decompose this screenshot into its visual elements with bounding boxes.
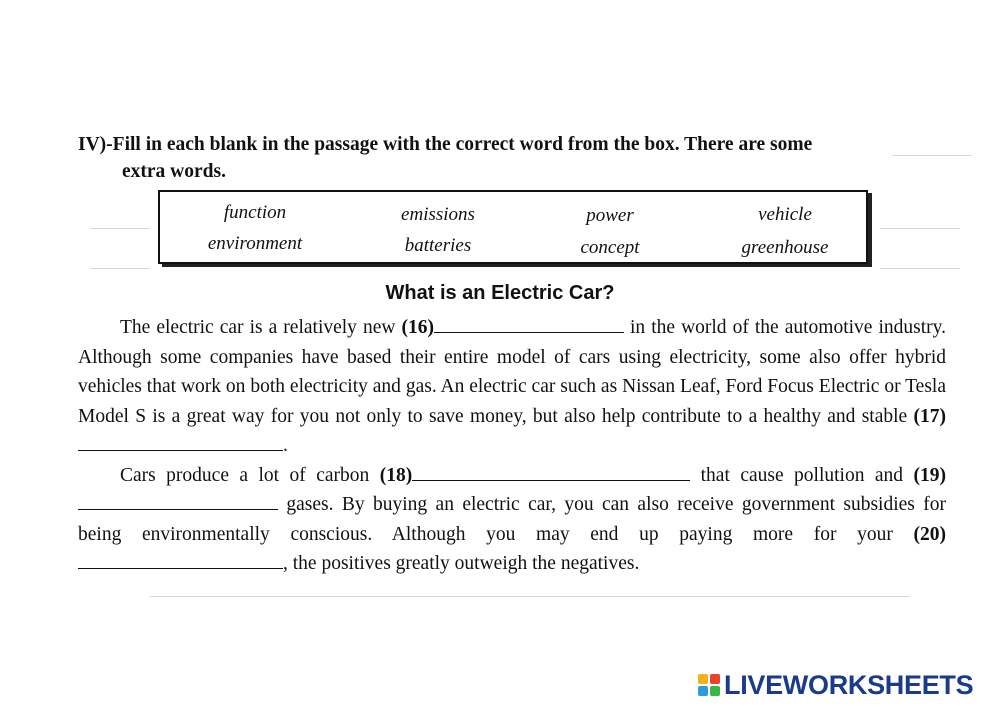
word-option: vehicle — [758, 204, 812, 225]
word-option: concept — [580, 237, 640, 258]
bleed-through-mark — [150, 596, 910, 597]
bleed-through-mark — [880, 268, 960, 269]
blank-number-19: (19) — [913, 464, 946, 486]
liveworksheets-logo[interactable] — [698, 668, 973, 702]
paragraph-1 — [78, 313, 946, 461]
passage-text: in the world of the automotive industry. Although some companies have based their entire model of cars using electricity, some also offer hybrid vehicles that work on both electricity and gas. An electric car such as Nissan Leaf, Ford Focus Electric or Tesla Model S is a great way for you not only to save money, but also help contribute to a healthy and stable — [78, 317, 947, 427]
blank-number-16: (16) — [401, 317, 434, 338]
blank-17-input[interactable] — [78, 432, 283, 451]
instruction-line-2: extra words. — [122, 161, 226, 182]
blank-number-17: (17) — [913, 405, 946, 427]
word-box — [158, 190, 868, 264]
blank-number-18: (18) — [379, 464, 413, 486]
word-option: greenhouse — [741, 237, 829, 258]
word-option: environment — [207, 233, 303, 254]
passage-text: Cars produce a lot of carbon — [120, 464, 380, 486]
passage-title: What is an Electric Car? — [385, 282, 615, 304]
word-option: function — [223, 202, 287, 223]
logo-square — [710, 686, 720, 696]
logo-square — [710, 674, 720, 684]
blank-20-input[interactable] — [78, 550, 283, 569]
bleed-through-mark — [90, 268, 150, 269]
passage-text: The electric car is a relatively new — [120, 317, 402, 338]
word-option: batteries — [404, 235, 472, 256]
passage-text: that cause pollution and — [690, 464, 914, 486]
blank-number-20: (20) — [913, 523, 946, 545]
word-option: emissions — [401, 204, 475, 225]
logo-square — [698, 686, 708, 696]
paragraph-2 — [78, 461, 946, 579]
blank-18-input[interactable] — [412, 462, 690, 481]
bleed-through-mark — [90, 228, 150, 229]
blank-16-input[interactable] — [434, 314, 624, 333]
logo-mark-icon — [698, 674, 720, 696]
passage-text: , the positives greatly outweigh the negatives. — [283, 553, 640, 574]
blank-19-input[interactable] — [78, 491, 278, 510]
exercise-instruction — [78, 131, 958, 185]
passage-text: gases. By buying an electric car, you can also receive government subsidies for being environmentally conscious. Although you may end up paying more for your — [78, 494, 946, 545]
word-option: power — [586, 205, 634, 226]
bleed-through-mark — [880, 228, 960, 229]
logo-text: LIVEWORKSHEETS — [724, 669, 974, 700]
passage-text: . — [283, 435, 288, 456]
logo-square — [698, 674, 708, 684]
passage-body — [78, 313, 946, 579]
instruction-line-1: IV)-Fill in each blank in the passage with the correct word from the box. There are some — [78, 134, 813, 155]
